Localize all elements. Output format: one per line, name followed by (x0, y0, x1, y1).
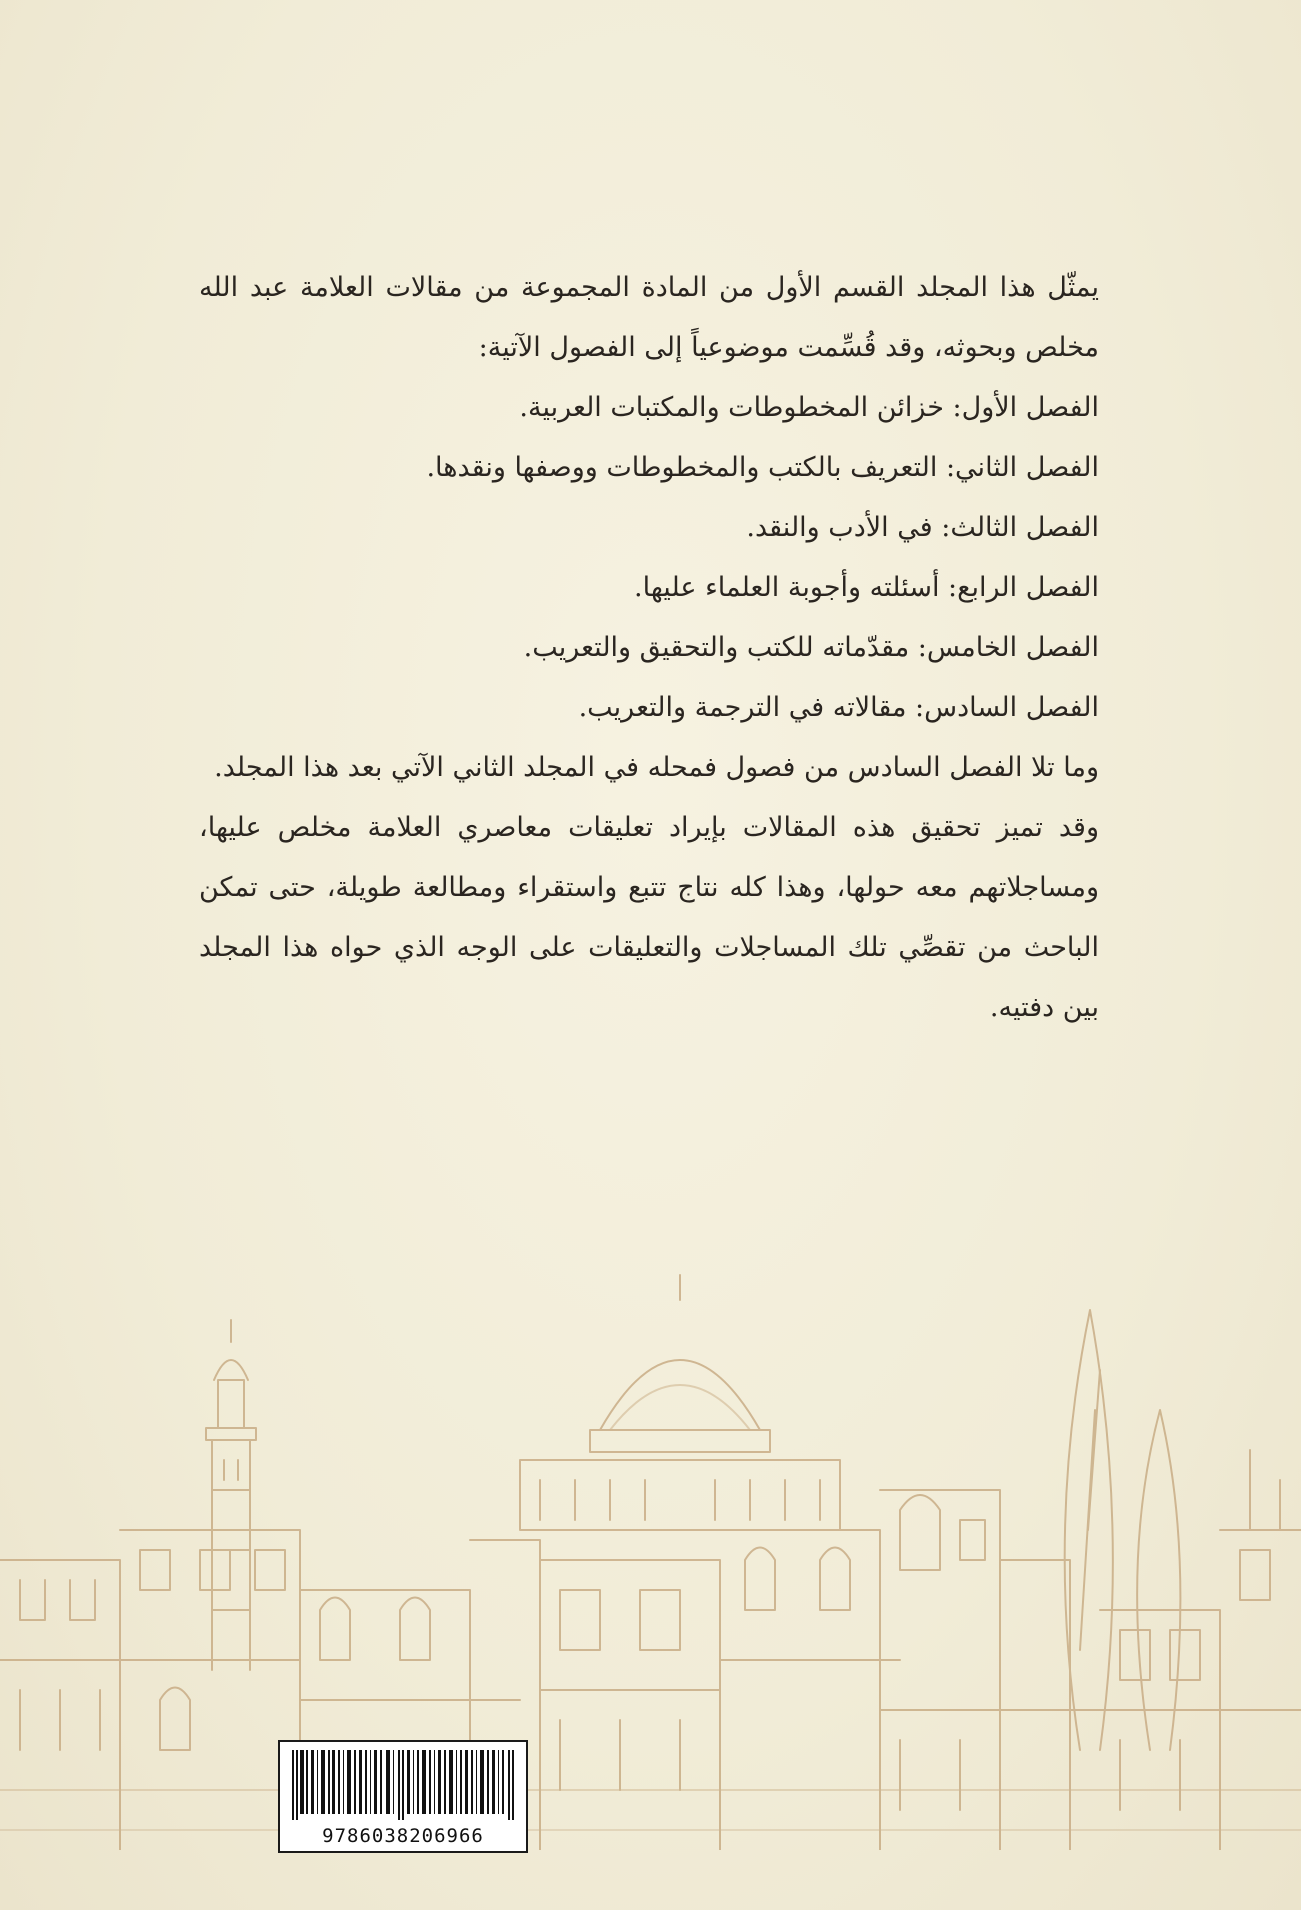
intro-paragraph: يمثّل هذا المجلد القسم الأول من المادة المجموعة من مقالات العلامة عبد الله مخلص وبحوثه، وقد قُسِّمت موضوعياً إلى الفصول الآتية: (199, 272, 1099, 363)
chapter-4-line: الفصل الرابع: أسئلته وأجوبة العلماء عليها. (634, 572, 1099, 603)
isbn-number: 9786038206966 (322, 1825, 484, 1847)
chapter-2-line: الفصل الثاني: التعريف بالكتب والمخطوطات ووصفها ونقدها. (426, 452, 1099, 483)
closing-paragraph: وقد تميز تحقيق هذه المقالات بإيراد تعليقات معاصري العلامة مخلص عليها، ومساجلاتهم معه حولها، وهذا كله نتاج تتبع واستقراء ومطالعة طويلة، حتى تمكن الباحث من تقصِّي تلك المساجلات والتعليقات على الوجه الذي حواه هذا المجلد بين دفتيه. (199, 812, 1099, 1023)
chapter-1-line: الفصل الأول: خزائن المخطوطات والمكتبات العربية. (519, 392, 1099, 423)
chapter-3-line: الفصل الثالث: في الأدب والنقد. (746, 512, 1099, 543)
volume-two-note: وما تلا الفصل السادس من فصول فمحله في المجلد الثاني الآتي بعد هذا المجلد. (214, 752, 1099, 783)
back-cover-text (199, 258, 1099, 1038)
chapter-5-line: الفصل الخامس: مقدّماته للكتب والتحقيق والتعريب. (523, 632, 1099, 663)
isbn-barcode (278, 1740, 528, 1853)
barcode-bars (290, 1750, 518, 1820)
jerusalem-skyline-sketch-icon (0, 1230, 1301, 1850)
chapter-6-line: الفصل السادس: مقالاته في الترجمة والتعريب. (578, 692, 1099, 723)
